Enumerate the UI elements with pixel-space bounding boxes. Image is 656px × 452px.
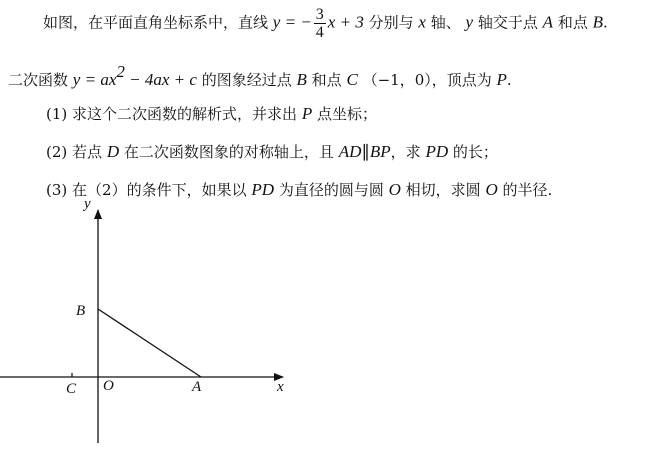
line1-text-5: 和点	[557, 13, 588, 32]
point-b-ref-2: B	[296, 70, 307, 89]
point-b-ref: B	[592, 12, 604, 32]
q2-segment-ad: AD	[338, 142, 362, 161]
point-b-label: B	[76, 303, 86, 319]
line1-text-6: .	[603, 13, 608, 32]
q2-text-2: 在二次函数图象的对称轴上，且	[123, 143, 334, 161]
q1-point-p: P	[301, 104, 313, 123]
q3-segment-pd: PD	[251, 180, 275, 199]
line1-text-3: 轴、	[430, 13, 461, 32]
line1-text-4: 轴交于点	[477, 13, 538, 32]
point-a-ref: A	[542, 12, 554, 32]
line1-eq-lhs: y = −	[272, 12, 312, 32]
line2-coords: （−1，0），顶点为	[362, 71, 492, 89]
line2-text-4: .	[506, 71, 512, 89]
line2-eq-2: − 4ax + c	[124, 70, 197, 89]
q3-text-4: 的半径.	[502, 181, 553, 199]
q3-circle-o-2: O	[485, 180, 498, 199]
line1-text-1: 如图，在平面直角坐标系中，直线	[43, 13, 269, 32]
line2-text-1: 二次函数	[8, 71, 69, 89]
fraction-denominator: 4	[315, 24, 324, 41]
y-axis-ref: y	[465, 12, 474, 32]
q2-number: (2)	[46, 143, 68, 161]
origin-label: O	[103, 378, 114, 394]
y-axis-label: y	[84, 196, 91, 212]
q2-point-d: D	[106, 142, 120, 161]
q3-number: (3)	[46, 181, 68, 199]
q1-number: (1)	[46, 105, 68, 123]
line2-eq-1: y = ax	[72, 70, 117, 89]
q2-segment-bp: BP	[369, 142, 391, 161]
point-c-label: C	[66, 381, 77, 397]
line2-exponent: 2	[116, 62, 125, 81]
q2-segment-pd: PD	[425, 142, 449, 161]
line-ab	[98, 309, 201, 377]
q1-text-2: 点坐标；	[317, 105, 378, 123]
line1-eq-rhs: x + 3	[327, 12, 364, 32]
q3-circle-o-1: O	[388, 180, 401, 199]
q3-text-2: 为直径的圆与圆	[278, 181, 384, 199]
line2-text-3: 和点	[311, 71, 342, 89]
q2-text-4: 的长；	[452, 143, 498, 161]
line1-text-2: 分别与	[368, 13, 414, 32]
q1-text-1: 求这个二次函数的解析式，并求出	[72, 105, 298, 123]
q2-text-1: 若点	[72, 143, 103, 161]
line2-text-2: 的图象经过点	[201, 71, 292, 89]
point-p-ref: P	[496, 70, 507, 89]
point-c-ref: C	[346, 70, 358, 89]
x-axis-ref: x	[418, 12, 426, 32]
q3-text-3: 相切，求圆	[405, 181, 481, 199]
q3-text-1: 在（2）的条件下，如果以	[72, 181, 247, 199]
x-axis-label: x	[277, 379, 284, 395]
fraction-numerator: 3	[315, 6, 324, 23]
parallel-symbol: ∥	[361, 142, 370, 161]
point-a-label: A	[192, 379, 202, 395]
q2-text-3: ，求	[390, 143, 421, 161]
